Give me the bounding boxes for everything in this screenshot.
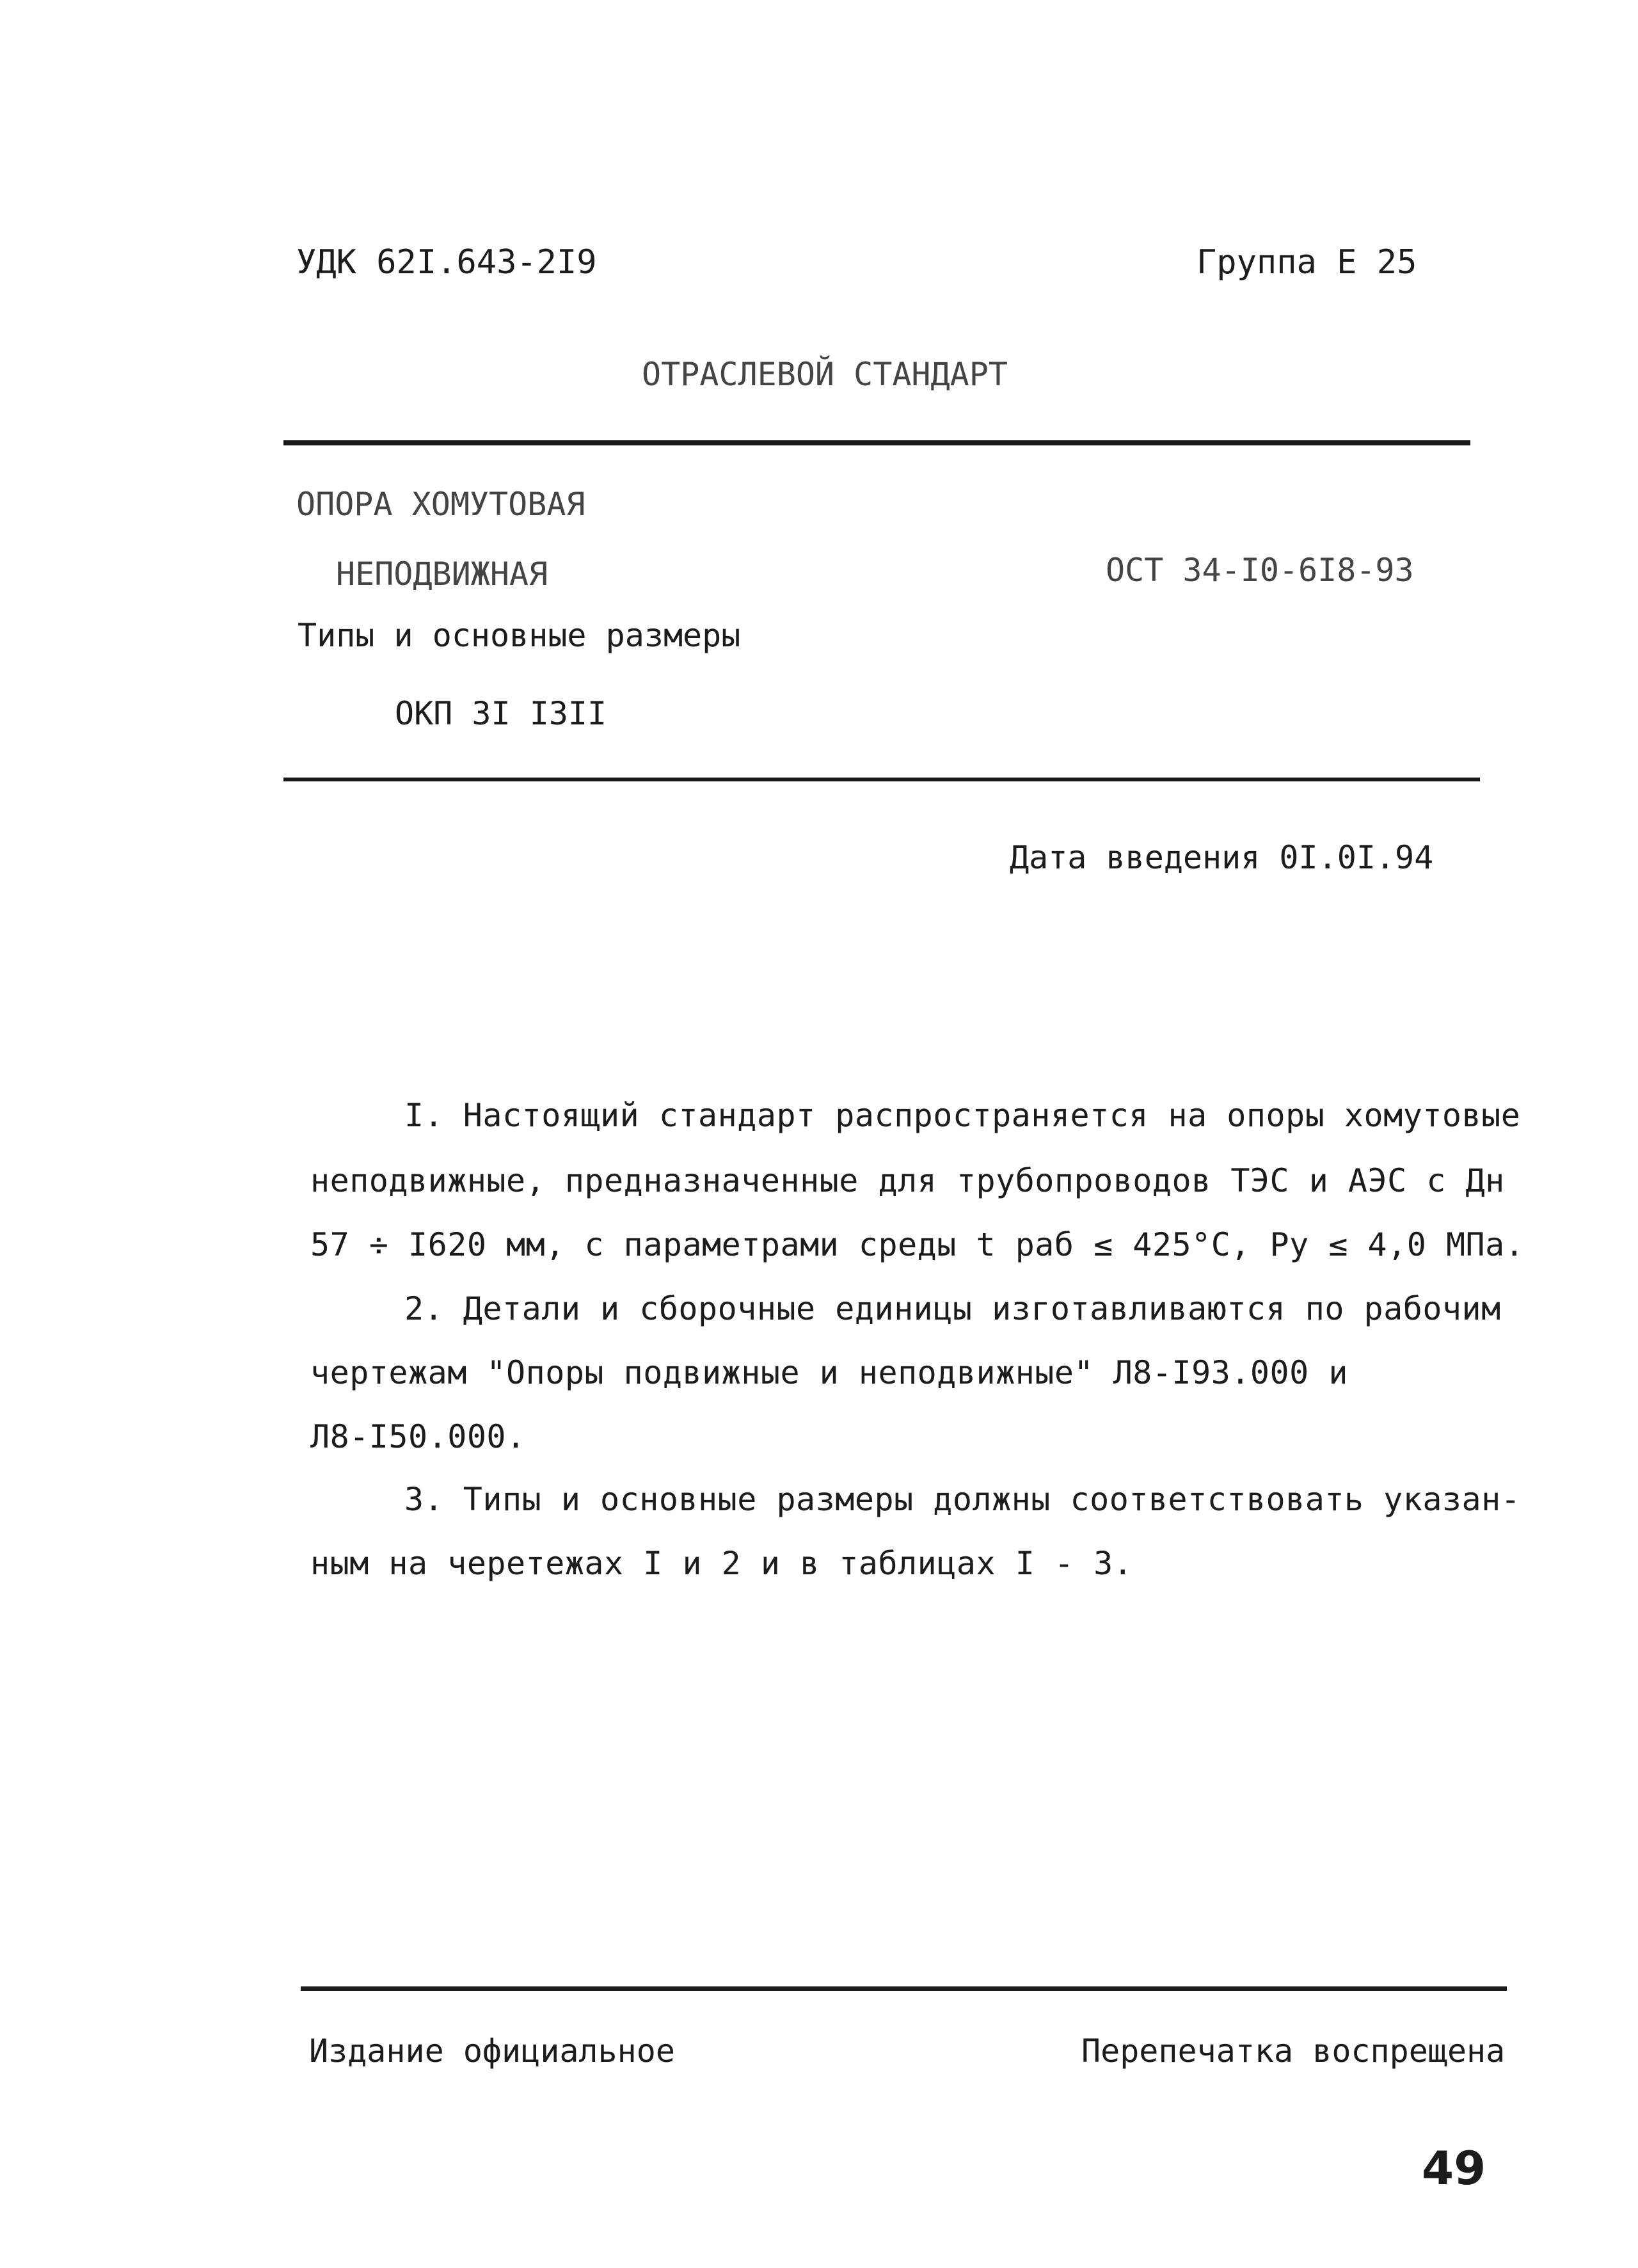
paragraph-2-line-1: 2. Детали и сборочные единицы изготавливаются по рабочим <box>404 1290 1501 1327</box>
footer-divider <box>301 1986 1507 1991</box>
paragraph-1-line-2: неподвижные, предназначенные для трубопроводов ТЭС и АЭС с Дн <box>310 1162 1505 1199</box>
paragraph-2-line-3: Л8-I50.000. <box>310 1418 526 1455</box>
page-number: 49 <box>1422 2141 1486 2195</box>
title-line-1: ОПОРА ХОМУТОВАЯ <box>296 486 585 523</box>
footer-reprint-prohibited: Перепечатка воспрещена <box>1081 2032 1506 2070</box>
okp-code: ОКП 3I I3II <box>395 695 607 732</box>
group-code: Группа Е 25 <box>1197 243 1417 282</box>
paragraph-1-line-1: I. Настоящий стандарт распространяется на опоры хомутовые <box>404 1097 1521 1134</box>
footer-official-edition: Издание официальное <box>309 2032 675 2070</box>
title-line-3: Типы и основные размеры <box>298 617 741 654</box>
standard-designation: ОСТ 34-I0-6I8-93 <box>1106 552 1414 589</box>
introduction-date: Дата введения 0I.0I.94 <box>1010 839 1434 876</box>
standard-type: ОТРАСЛЕВОЙ СТАНДАРТ <box>642 356 1008 393</box>
paragraph-1-line-3: 57 ÷ I620 мм, с параметрами среды t раб ≤ 425°С, Ру ≤ 4,0 МПа. <box>310 1226 1525 1263</box>
paragraph-2-line-2: чертежам "Опоры подвижные и неподвижные" Л8-I93.000 и <box>310 1354 1348 1391</box>
title-divider <box>283 778 1480 781</box>
title-line-2: НЕПОДВИЖНАЯ <box>336 555 548 593</box>
top-divider <box>283 440 1470 445</box>
paragraph-3-line-2: ным на черетежах I и 2 и в таблицах I - 3. <box>310 1545 1133 1582</box>
paragraph-3-line-1: 3. Типы и основные размеры должны соответствовать указан- <box>404 1481 1521 1518</box>
udk-code: УДК 62I.643-2I9 <box>296 243 597 282</box>
